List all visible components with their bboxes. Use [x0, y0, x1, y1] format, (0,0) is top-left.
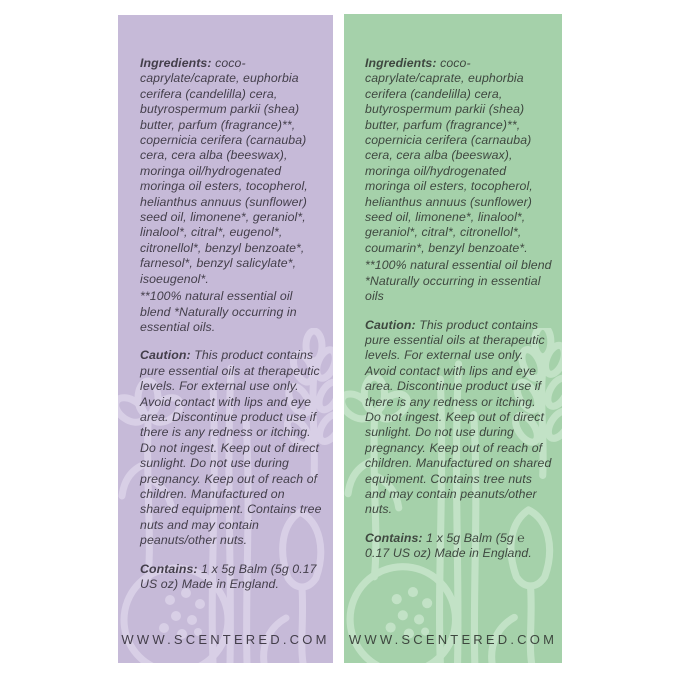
caution-paragraph	[365, 318, 552, 518]
contains-text: 1 x 5g Balm (5g 0.17 US oz) Made in England.	[140, 561, 317, 591]
contains-text: 1 x 5g Balm (5g ℮ 0.17 US oz) Made in England.	[365, 530, 532, 561]
ingredients-label: Ingredients:	[140, 56, 212, 70]
product-label-panel-lavender	[118, 15, 333, 663]
essential-oil-note: **100% natural essential oil blend *Naturally occurring in essential oils	[365, 258, 552, 304]
website-url: WWW.SCENTERED.COM	[348, 632, 558, 647]
caution-text: This product contains pure essential oils at therapeutic levels. For external use only. Avoid contact with lips and eye area. Discontinue product use if there is any redness or itching. Do not ingest. Keep out of direct sunlight. Do not use during pregnancy. Keep out of reach of children. Manufactured on shared equipment. Contains tree nuts and may contain peanuts/other nuts.	[365, 317, 552, 517]
contains-label: Contains:	[140, 561, 198, 576]
ingredients-paragraph	[365, 56, 552, 256]
caution-label: Caution:	[140, 348, 191, 363]
essential-oil-note: **100% natural essential oil blend *Naturally occurring in essential oils.	[140, 289, 297, 334]
product-label-panel-green	[344, 14, 562, 663]
contains-label: Contains:	[365, 530, 423, 545]
caution-label: Caution:	[365, 317, 416, 332]
contains-paragraph	[365, 531, 552, 562]
caution-text: This product contains pure essential oils at therapeutic levels. For external use only. Avoid contact with lips and eye area. Discontinue product use if there is any redness or itching. Do not ingest. Keep out of direct sunlight. Do not use during pregnancy. Keep out of reach of children. Manufactured on shared equipment. Contains tree nuts and may contain peanuts/other nuts.	[140, 348, 322, 548]
label-text-content	[344, 14, 562, 562]
ingredients-paragraph	[140, 56, 324, 287]
label-text-content	[118, 15, 333, 592]
contains-paragraph	[140, 562, 324, 593]
ingredients-label: Ingredients:	[365, 56, 437, 70]
citrus-seeds-icon	[386, 587, 433, 639]
ingredients-text: coco-caprylate/caprate, euphorbia cerifera (candelilla) cera, butyrospermum parkii (shea) butter, parfum (fragrance)**, copernicia cerifera (carnauba) cera, cera alba (beeswax), moringa oil/hydrogenated moringa oil esters, tocopherol, helianthus annuus (sunflower) seed oil, limonene*, linalool*, geraniol*, citral*, citronellol*, coumarin*, benzyl benzoate*.	[365, 56, 533, 255]
caution-paragraph	[140, 348, 324, 548]
ingredients-text: coco-caprylate/caprate, euphorbia cerifera (candelilla) cera, butyrospermum parkii (shea) butter, parfum (fragrance)**, copernicia cerifera (carnauba) cera, cera alba (beeswax), moringa oil/hydrogenated moringa oil esters, tocopherol, helianthus annuus (sunflower) seed oil, limonene*, geraniol*, linalool*, citral*, eugenol*, citronellol*, benzyl benzoate*, farnesol*, benzyl salicylate*, isoeugenol*.	[140, 56, 308, 286]
website-url: WWW.SCENTERED.COM	[121, 632, 330, 647]
